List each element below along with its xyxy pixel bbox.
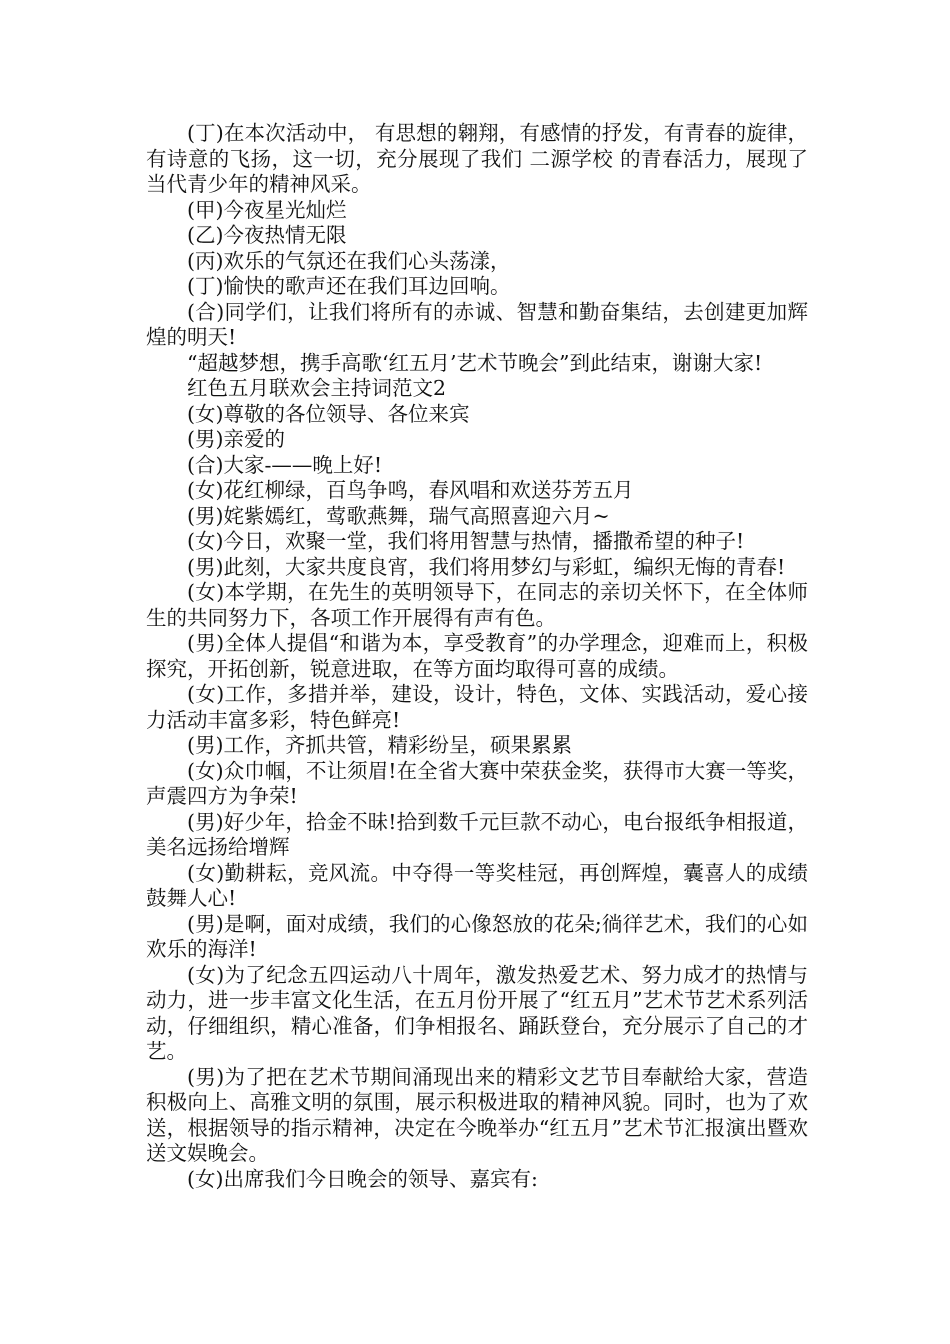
- paragraph: (合)大家-——晚上好!: [187, 452, 383, 477]
- paragraph: (甲)今夜星光灿烂: [187, 197, 347, 222]
- paragraph: (丁)愉快的歌声还在我们耳边回响。: [187, 274, 511, 298]
- paragraph: (乙)今夜热情无限: [187, 223, 347, 247]
- paragraph: (男)姹紫嫣红，莺歌燕舞，瑞气高照喜迎六月~: [187, 503, 610, 528]
- paragraph: (男)好少年，拾金不昧!拾到数千元巨款不动心，电台报纸争相报道，美名远扬给增辉: [146, 809, 808, 859]
- paragraph: (男)是啊，面对成绩，我们的心像怒放的花朵;徜徉艺术，我们的心如欢乐的海洋!: [146, 911, 808, 961]
- paragraph: (女)勤耕耘，竞风流。中夺得一等奖桂冠，再创辉煌，囊喜人的成绩鼓舞人心!: [146, 860, 808, 910]
- paragraph: (女)为了纪念五四运动八十周年，激发热爱艺术、努力成才的热情与动力，进一步丰富文化生活，在五月份开展了“红五月”艺术节艺术系列活动，仔细组织，精心准备，们争相报名、踊跃登台，充分展示了自己的才艺。: [146, 962, 808, 1063]
- paragraph: (男)工作，齐抓共管，精彩纷呈，硕果累累: [187, 733, 572, 757]
- paragraph: (男)亲爱的: [187, 427, 285, 451]
- paragraph: (男)全体人提倡“和谐为本，享受教育”的办学理念，迎难而上，积极探究，开拓创新，锐意进取，在等方面均取得可喜的成绩。: [146, 631, 808, 681]
- paragraph: (男)为了把在艺术节期间涌现出来的精彩文艺节目奉献给大家，营造积极向上、高雅文明的氛围，展示积极进取的精神风貌。同时，也为了欢送，根据领导的指示精神，决定在今晚举办“红五月”艺术节汇报演出暨欢送文娱晚会。: [146, 1064, 808, 1165]
- paragraph: (丁)在本次活动中， 有思想的翱翔，有感情的抒发，有青春的旋律，有诗意的飞扬，这一切，充分展现了我们 二源学校 的青春活力，展现了当代青少年的精神风采。: [146, 121, 808, 196]
- paragraph: (女)本学期，在先生的英明领导下，在同志的亲切关怀下，在全体师生的共同努力下，各项工作开展得有声有色。: [146, 580, 808, 630]
- paragraph: (女)工作，多措并举，建设，设计，特色，文体、实践活动，爱心接力活动丰富多彩，特色鲜亮!: [146, 682, 808, 732]
- paragraph: (女)出席我们今日晚会的领导、嘉宾有:: [187, 1166, 538, 1191]
- document-body: [146, 121, 808, 1192]
- paragraph: (丙)欢乐的气氛还在我们心头荡漾，: [187, 248, 511, 273]
- paragraph: “超越梦想，携手高歌‘红五月’艺术节晚会”到此结束，谢谢大家!: [187, 350, 763, 375]
- paragraph: (男)此刻，大家共度良宵，我们将用梦幻与彩虹，编织无悔的青春!: [187, 554, 786, 579]
- section-title: 红色五月联欢会主持词范文2: [187, 376, 447, 400]
- paragraph: (女)众巾帼，不让须眉!在全省大赛中荣获金奖，获得市大赛一等奖，声震四方为争荣!: [146, 758, 808, 808]
- paragraph: (女)今日，欢聚一堂，我们将用智慧与热情，播撒希望的种子!: [187, 529, 745, 553]
- paragraph: (女)尊敬的各位领导、各位来宾: [187, 401, 470, 426]
- paragraph: (女)花红柳绿，百鸟争鸣，春风唱和欢送芬芳五月: [187, 478, 634, 502]
- paragraph: (合)同学们，让我们将所有的赤诚、智慧和勤奋集结，去创建更加辉煌的明天!: [146, 299, 808, 349]
